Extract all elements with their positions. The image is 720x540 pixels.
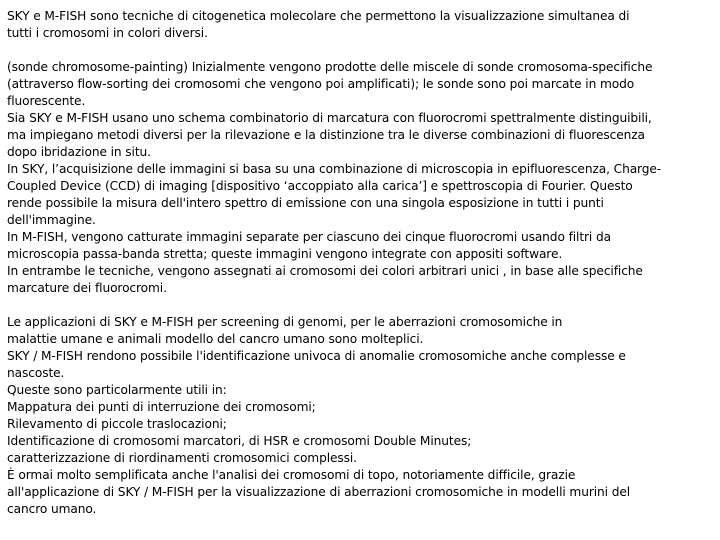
applications-paragraph-identification: SKY / M-FISH rendono possibile l'identificazione univoca di anomalie cromosomiche anche complesse e nascoste. bbox=[7, 349, 626, 380]
paragraph-gap bbox=[7, 297, 715, 314]
intro-paragraph: SKY e M-FISH sono tecniche di citogenetica molecolare che permettono la visualizzazione simultanea di tutti i cromosomi in colori diversi. bbox=[7, 9, 630, 40]
applications-list-item: Rilevamento di piccole traslocazioni; bbox=[7, 417, 227, 431]
applications-list-intro: Queste sono particolarmente utili in: bbox=[7, 383, 227, 397]
method-paragraph-mfish: In M-FISH, vengono catturate immagini separate per ciascuno dei cinque fluorocromi usando filtri da microscopia passa-banda stretta; queste immagini vengono integrate con appositi software. bbox=[7, 230, 611, 261]
applications-list-item: caratterizzazione di riordinamenti cromosomici complessi. bbox=[7, 451, 357, 465]
method-paragraph-probes: (sonde chromosome-painting) Inizialmente vengono prodotte delle miscele di sonde cromosoma-specifiche (attraverso flow-sorting dei cromosomi che vengono poi amplificati); le sonde sono poi marcate in modo fluorescente. bbox=[7, 60, 653, 108]
applications-paragraph-screening: Le applicazioni di SKY e M-FISH per screening di genomi, per le aberrazioni cromosomiche in malattie umane e animali modello del cancro umano sono molteplici. bbox=[7, 315, 563, 346]
method-paragraph-sky: In SKY, l’acquisizione delle immagini si basa su una combinazione di microscopia in epifluorescenza, Charge- Coupled Device (CCD) di imaging [dispositivo ‘accoppiato alla carica’] e spettroscopia di Fourier. Questo rende possibile la misura dell'intero spettro di emissione con una singola esposizione in tutti i punti dell'immagine. bbox=[7, 162, 662, 227]
method-paragraph-colors: In entrambe le tecniche, vengono assegnati ai cromosomi dei colori arbitrari unici , in base alle specifiche marcature dei fluorocromi. bbox=[7, 264, 643, 295]
method-paragraph-combinatorial: Sia SKY e M-FISH usano uno schema combinatorio di marcatura con fluorocromi spettralmente distinguibili, ma impiegano metodi diversi per la rilevazione e la distinzione tra le diverse combinazioni di fluorescenza dopo ibridazione in situ. bbox=[7, 111, 652, 159]
applications-list-item: Identificazione di cromosomi marcatori, di HSR e cromosomi Double Minutes; bbox=[7, 434, 472, 448]
applications-paragraph-mouse: È ormai molto semplificata anche l'analisi dei cromosomi di topo, notoriamente difficile, grazie all'applicazione di SKY / M-FISH per la visualizzazione di aberrazioni cromosomiche in modelli murini del cancro umano. bbox=[7, 468, 631, 516]
applications-list-item: Mappatura dei punti di interruzione dei cromosomi; bbox=[7, 400, 316, 414]
paragraph-gap bbox=[7, 42, 715, 59]
slide-text-body bbox=[7, 8, 715, 518]
